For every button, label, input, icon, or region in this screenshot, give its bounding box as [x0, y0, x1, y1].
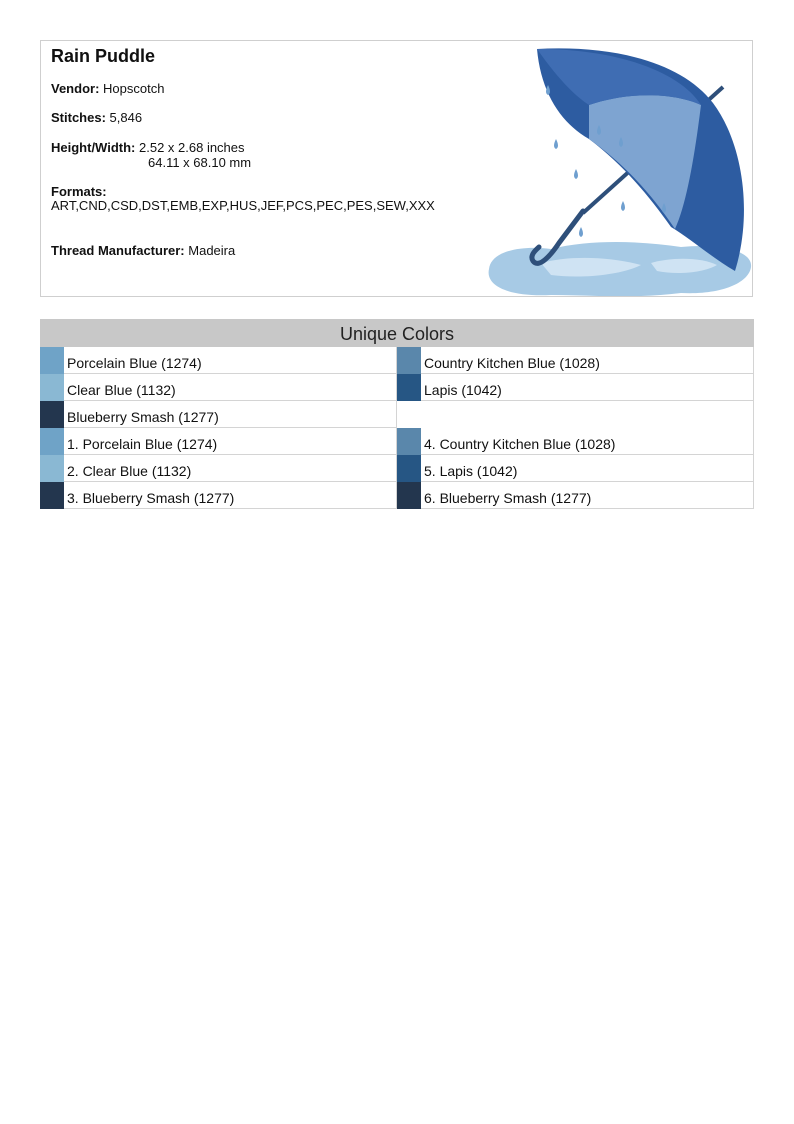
- color-cell: [40, 374, 397, 401]
- height-width-field: [51, 141, 245, 154]
- umbrella-design-preview: [481, 43, 753, 296]
- color-row: [40, 428, 754, 455]
- color-name: 6. Blueberry Smash (1277): [424, 490, 592, 506]
- color-swatch: [40, 428, 64, 455]
- color-swatch: [40, 401, 64, 428]
- height-width-mm: 64.11 x 68.10 mm: [148, 155, 252, 170]
- color-cell: [40, 428, 397, 455]
- color-cell: [40, 401, 397, 428]
- color-name: 4. Country Kitchen Blue (1028): [424, 436, 616, 452]
- color-cell: [40, 347, 397, 374]
- color-row: [40, 374, 754, 401]
- formats-label: Formats:: [51, 184, 107, 199]
- vendor-value: Hopscotch: [103, 81, 165, 96]
- design-title: Rain Puddle: [51, 46, 156, 66]
- color-name: 1. Porcelain Blue (1274): [67, 436, 218, 452]
- stitches-value: 5,846: [109, 110, 143, 125]
- color-swatch: [40, 455, 64, 482]
- color-cell: [397, 428, 754, 455]
- unique-colors-table: [40, 319, 754, 509]
- unique-colors-heading: Unique Colors: [40, 319, 754, 347]
- stitches-label: Stitches:: [51, 110, 106, 125]
- color-name: 2. Clear Blue (1132): [67, 463, 192, 479]
- color-cell: [397, 455, 754, 482]
- color-name: Lapis (1042): [424, 382, 502, 398]
- color-name: Blueberry Smash (1277): [67, 409, 219, 425]
- color-swatch: [397, 482, 421, 509]
- height-width-inches: 2.52 x 2.68 inches: [139, 140, 245, 155]
- color-swatch: [397, 455, 421, 482]
- thread-manufacturer-field: [51, 244, 235, 257]
- thread-manufacturer-label: Thread Manufacturer:: [51, 243, 185, 258]
- color-swatch: [397, 374, 421, 401]
- color-cell: [397, 374, 754, 401]
- color-swatch: [40, 482, 64, 509]
- color-name: Country Kitchen Blue (1028): [424, 355, 600, 371]
- stitches-field: [51, 111, 142, 124]
- design-info-box: [40, 40, 753, 297]
- color-row: [40, 482, 754, 509]
- color-cell: [40, 455, 397, 482]
- color-row: [40, 401, 754, 428]
- thread-manufacturer-value: Madeira: [188, 243, 236, 258]
- color-swatch: [397, 428, 421, 455]
- color-cell: [40, 482, 397, 509]
- color-swatch: [40, 347, 64, 374]
- empty-color-cell: [397, 401, 754, 428]
- color-swatch: [40, 374, 64, 401]
- height-width-label: Height/Width:: [51, 140, 136, 155]
- formats-value: ART,CND,CSD,DST,EMB,EXP,HUS,JEF,PCS,PEC,PES,SEW,XXX: [51, 198, 435, 213]
- vendor-label: Vendor:: [51, 81, 100, 96]
- vendor-field: [51, 82, 164, 95]
- color-row: [40, 455, 754, 482]
- color-name: 5. Lapis (1042): [424, 463, 518, 479]
- color-cell: [397, 347, 754, 374]
- color-cell: [397, 482, 754, 509]
- color-name: 3. Blueberry Smash (1277): [67, 490, 235, 506]
- color-name: Porcelain Blue (1274): [67, 355, 202, 371]
- color-swatch: [397, 347, 421, 374]
- color-row: [40, 347, 754, 374]
- color-name: Clear Blue (1132): [67, 382, 176, 398]
